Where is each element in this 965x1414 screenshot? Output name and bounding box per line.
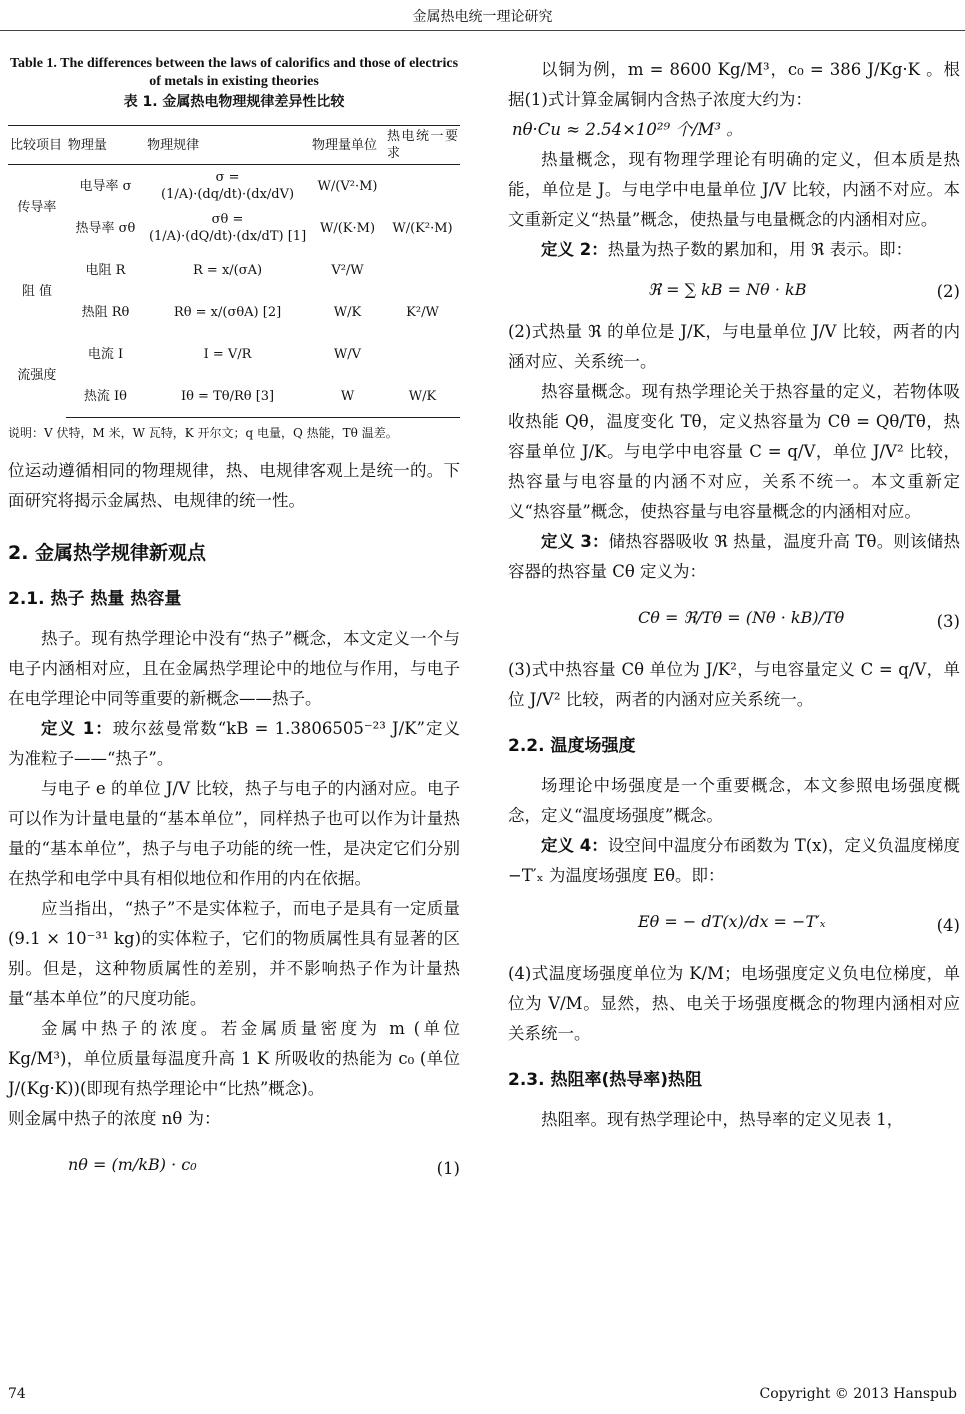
- paragraph: 金属中热子的浓度。若金属质量密度为 m (单位 Kg/M³)，单位质量每温度升高 1 K 所吸收的热能为 c₀ (单位 J/(Kg·K))(即现有热学理论中“比热”概念)。: [8, 1019, 460, 1098]
- cell-req: K²/W: [406, 304, 439, 320]
- cell-quantity: 热流 Iθ: [66, 375, 145, 418]
- paragraph: 热子。现有热学理论中没有“热子”概念，本文定义一个与电子内涵相对应，且在金属热学理论中的地位与作用，与电子在电学理论中同等重要的新概念——热子。: [8, 629, 460, 708]
- header-rule: [0, 30, 965, 31]
- definition-label: 定义 4：: [541, 836, 608, 855]
- equation-body: Eθ = − dT(x)/dx = −T′ₓ: [638, 912, 826, 931]
- equation-body: Cθ = ℜ/Tθ = (Nθ · kB)/Tθ: [638, 608, 845, 627]
- copyright: Copyright © 2013 Hanspub: [759, 1386, 957, 1402]
- table-row: [8, 207, 460, 249]
- paragraph: (4)式温度场强度单位为 K/M；电场强度定义负电位梯度，单位为 V/M。显然，热、电关于场强度概念的物理内涵相对应关系统一。: [508, 964, 960, 1043]
- paragraph: 热量概念，现有物理学理论有明确的定义，但本质是热能，单位是 J。与电学中电量单位 J/V 比较，内涵不对应。本文重新定义“热量”概念，使热量与电量概念的内涵相对应。: [508, 150, 960, 229]
- cell-quantity: 热阻 Rθ: [81, 304, 130, 320]
- definition-text: 热量为热子数的累加和，用 ℜ 表示。即：: [607, 240, 913, 259]
- th-unit: 物理量单位: [310, 126, 385, 165]
- cell-req: W/K: [385, 375, 460, 418]
- cell-quantity: 热导率 σθ: [75, 220, 136, 236]
- cell-req: [385, 249, 460, 291]
- cell-quantity: 电导率 σ: [79, 178, 132, 194]
- table-note: 说明：V 伏特，M 米，W 瓦特，K 开尔文；q 电量，Q 热能，Tθ 温差。: [8, 426, 398, 440]
- paragraph: 热容量概念。现有热学理论关于热容量的定义，若物体吸收热能 Qθ，温度变化 Tθ，定义热容量为 Cθ = Qθ/Tθ，热容量单位 J/K。与电学中电容量 C = q/V，单位 J/V² 比较，热容量与电容量的内涵不对应，关系不统一。本文重新定义“热容量”概念，使热容量与电容量概念的内涵相对应。: [508, 382, 960, 521]
- equation-body: nθ = (m/kB) · c₀: [68, 1155, 197, 1174]
- definition-label: 定义 3：: [541, 532, 609, 551]
- table-caption-zh: 表 1. 金属热电物理规律差异性比较: [123, 94, 345, 110]
- cell-unit: W/(V²·M): [317, 178, 378, 194]
- cell-unit: W/(K·M): [319, 220, 376, 236]
- left-column: [8, 55, 460, 1202]
- table-row: [8, 249, 460, 291]
- equation-4: [508, 895, 960, 955]
- cell-unit: V²/W: [331, 262, 364, 278]
- cell-law: Iθ = Tθ/Rθ [3]: [145, 375, 310, 418]
- right-column: [508, 55, 960, 1135]
- cell-req: W/(K²·M): [392, 220, 453, 236]
- paragraph: 位运动遵循相同的物理规律，热、电规律客观上是统一的。下面研究将揭示金属热、电规律的统一性。: [8, 461, 460, 510]
- cell-unit: W: [310, 375, 385, 418]
- table-row: [8, 375, 460, 418]
- subsection-heading: 2.2. 温度场强度: [508, 736, 636, 756]
- equation-number: (4): [936, 916, 960, 935]
- cell-law: σθ = (1/A)·(dQ/dt)·(dx/dT) [1]: [148, 212, 307, 244]
- cell-quantity: 电流 I: [87, 346, 124, 362]
- cell-law: I = V/R: [203, 346, 252, 362]
- paragraph: 与电子 e 的单位 J/V 比较，热子与电子的内涵对应。电子可以作为计量电量的“基本单位”，同样热子也可以作为计量热量的“基本单位”，热子与电子功能的统一性，是决定它们分别在热学和电学中具有相似地位和作用的内在依据。: [8, 779, 460, 888]
- cell-law: σ = (1/A)·(dq/dt)·(dx/dV): [161, 170, 295, 202]
- group-label: 传导率: [17, 199, 57, 215]
- th-law: 物理规律: [145, 126, 310, 165]
- definition-label: 定义 2：: [541, 240, 608, 259]
- subsection-heading: 2.1. 热子 热量 热容量: [8, 589, 182, 609]
- equation-3: [508, 591, 960, 651]
- running-header: 金属热电统一理论研究: [412, 9, 553, 25]
- cell-law: R = x/(σA): [193, 262, 263, 278]
- equation-number: (2): [936, 282, 960, 301]
- section-heading: 2. 金属热学规律新观点: [8, 542, 207, 564]
- equation-1: [8, 1138, 460, 1198]
- cell-req: [385, 333, 460, 375]
- definition-1: [8, 714, 460, 774]
- th-quantity: 物理量: [66, 126, 145, 165]
- table-header-row: [8, 126, 460, 165]
- definition-text: 设空间中温度分布函数为 T(x)，定义负温度梯度 −T′ₓ 为温度场强度 Eθ。即：: [508, 836, 960, 885]
- subsection-heading: 2.3. 热阻率(热导率)热阻: [508, 1070, 703, 1090]
- definition-4: [508, 831, 960, 891]
- paragraph: 应当指出，“热子”不是实体粒子，而电子是具有一定质量(9.1 × 10⁻³¹ kg)的实体粒子，它们的物质属性具有显著的区别。但是，这种物质属性的差别，并不影响热子作为计量热量“基本单位”的尺度功能。: [8, 899, 460, 1008]
- paragraph: nθ·Cu ≈ 2.54×10²⁹ 个/M³ 。: [512, 120, 743, 139]
- paragraph: 热阻率。现有热学理论中，热导率的定义见表 1，: [541, 1110, 904, 1129]
- equation-2: [508, 269, 960, 313]
- table-caption-en: Table 1. The differences between the laws of calorifics and those of electrics of metals in existing theories: [9, 56, 459, 89]
- paragraph: (2)式热量 ℜ 的单位是 J/K，与电量单位 J/V 比较，两者的内涵对应、关系统一。: [508, 322, 960, 371]
- page-number: 74: [8, 1386, 26, 1402]
- th-req: 热电统一要求: [385, 126, 460, 165]
- group-label: 阻 值: [21, 283, 52, 299]
- equation-number: (1): [436, 1159, 460, 1178]
- table-row: [8, 291, 460, 333]
- cell-quantity: 电阻 R: [85, 262, 126, 278]
- equation-body: ℜ = ∑ kB = Nθ · kB: [648, 280, 807, 299]
- group-label: 流强度: [17, 367, 57, 383]
- th-item: 比较项目: [8, 126, 66, 165]
- comparison-table: [8, 125, 460, 418]
- cell-req: [385, 165, 460, 208]
- paragraph: 则金属中热子的浓度 nθ 为：: [8, 1109, 221, 1128]
- table-row: [8, 165, 460, 208]
- cell-unit: W/K: [333, 304, 362, 320]
- definition-text: 储热容器吸收 ℜ 热量，温度升高 Tθ。则该储热容器的热容量 Cθ 定义为：: [508, 532, 960, 581]
- definition-label: 定义 1：: [41, 719, 113, 738]
- cell-unit: W/V: [333, 346, 362, 362]
- paragraph: 以铜为例，m = 8600 Kg/M³，c₀ = 386 J/Kg·K 。根据(1)式计算金属铜内含热子浓度大约为：: [508, 60, 960, 109]
- definition-text: 玻尔兹曼常数“kB = 1.3806505⁻²³ J/K”定义为准粒子——“热子”。: [8, 719, 460, 768]
- cell-law: Rθ = x/(σθA) [2]: [173, 304, 282, 320]
- definition-2: [508, 235, 960, 265]
- paragraph: 场理论中场强度是一个重要概念，本文参照电场强度概念，定义“温度场强度”概念。: [508, 776, 960, 825]
- definition-3: [508, 527, 960, 587]
- equation-number: (3): [936, 612, 960, 631]
- paragraph: (3)式中热容量 Cθ 单位为 J/K²，与电容量定义 C = q/V，单位 J/V² 比较，两者的内涵对应关系统一。: [508, 660, 960, 709]
- table-row: [8, 333, 460, 375]
